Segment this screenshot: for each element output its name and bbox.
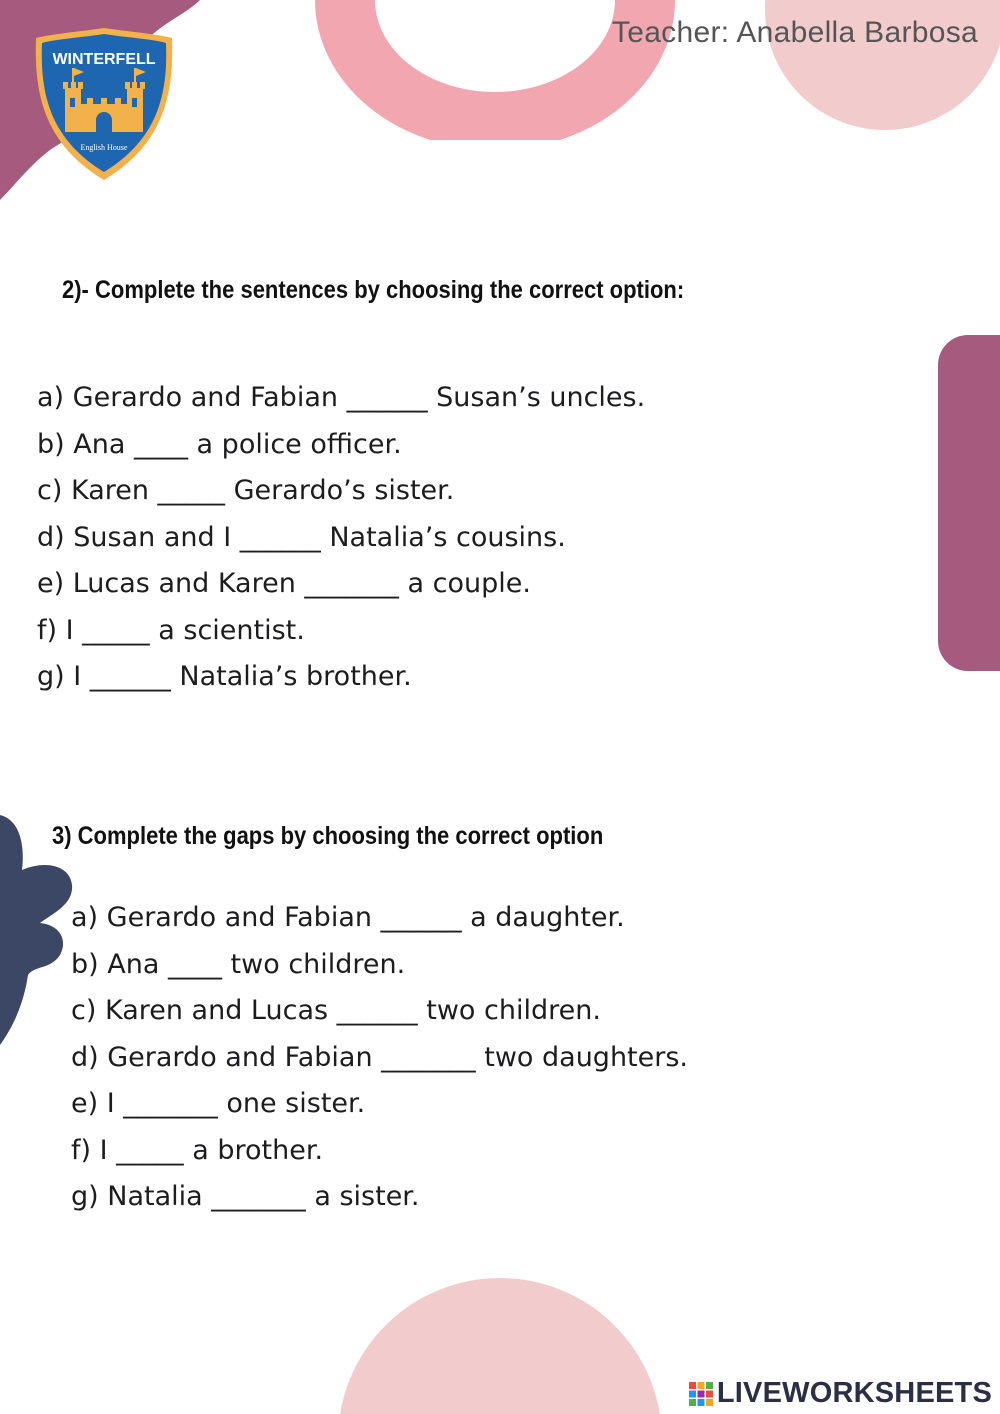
exercise-2-item-c: c) Karen _____ Gerardo’s sister. (37, 475, 455, 506)
exercise-3-list (71, 895, 688, 1221)
exercise-2-item-e: e) Lucas and Karen _______ a couple. (37, 568, 531, 599)
exercise-3-title: 3) Complete the gaps by choosing the correct option (52, 822, 604, 850)
logo-name: WINTERFELL (52, 51, 156, 68)
exercise-2-title: 2)- Complete the sentences by choosing the correct option: (62, 276, 685, 304)
exercise-3-item-g: g) Natalia _______ a sister. (71, 1181, 420, 1212)
teacher-name: Teacher: Anabella Barbosa (611, 16, 978, 49)
exercise-3-item-f: f) I _____ a brother. (71, 1134, 324, 1166)
side-tab-decoration (938, 335, 1000, 671)
logo-subtitle: English House (80, 143, 128, 152)
exercise-2-item-a: a) Gerardo and Fabian ______ Susan’s uncles. (37, 382, 646, 413)
exercise-2-item-g: g) I ______ Natalia’s brother. (37, 661, 412, 692)
exercise-2-item-d: d) Susan and I ______ Natalia’s cousins. (37, 521, 566, 553)
brand-label: LIVEWORKSHEETS (716, 1377, 992, 1409)
exercise-2-list (37, 375, 645, 701)
liveworksheets-brand (689, 1377, 992, 1410)
liveworksheets-logo-icon (689, 1382, 713, 1406)
pink-circle-decoration (340, 1275, 660, 1414)
exercise-3-item-c: c) Karen and Lucas ______ two children. (71, 995, 601, 1026)
exercise-3-item-e: e) I _______ one sister. (71, 1088, 366, 1119)
exercise-3-item-b: b) Ana ____ two children. (71, 948, 406, 980)
school-logo (32, 24, 176, 184)
exercise-2-item-b: b) Ana ____ a police officer. (37, 428, 402, 460)
exercise-3-item-a: a) Gerardo and Fabian ______ a daughter. (71, 902, 625, 933)
exercise-3-item-d: d) Gerardo and Fabian _______ two daughters. (71, 1041, 689, 1073)
exercise-2-item-f: f) I _____ a scientist. (37, 614, 305, 646)
